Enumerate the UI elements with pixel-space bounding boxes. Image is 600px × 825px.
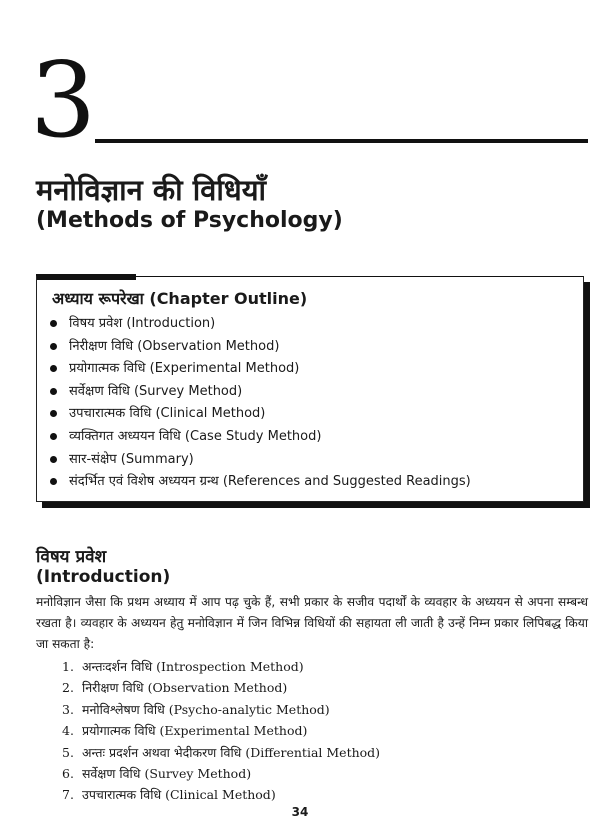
bullet-icon [50, 478, 57, 485]
method-number: 7. [62, 787, 74, 803]
section-heading-hindi: विषय प्रवेश [36, 547, 107, 567]
chapter-rule [95, 139, 588, 143]
method-number: 4. [62, 723, 74, 739]
chapter-number: 3 [30, 39, 93, 161]
bullet-icon [50, 343, 57, 350]
outline-item-text: सार-संक्षेप (Summary) [69, 451, 194, 467]
method-item [62, 677, 380, 698]
outline-item-text: प्रयोगात्मक विधि (Experimental Method) [69, 361, 300, 377]
method-item [62, 784, 380, 805]
bullet-icon [50, 433, 57, 440]
method-text: प्रयोगात्मक विधि (Experimental Method) [81, 723, 308, 739]
outline-item-text: निरीक्षण विधि (Observation Method) [69, 338, 280, 354]
method-text: अन्तःदर्शन विधि (Introspection Method) [81, 659, 304, 674]
bullet-icon [50, 365, 57, 372]
method-item [62, 656, 380, 677]
outline-item-text: व्यक्तिगत अध्ययन विधि (Case Study Method) [69, 428, 322, 444]
outline-item-text: संदर्भित एवं विशेष अध्ययन ग्रन्थ (References and Suggested Readings) [69, 474, 471, 490]
method-number: 1. [62, 659, 74, 674]
method-item [62, 699, 380, 720]
chapter-title-english: (Methods of Psychology) [36, 208, 343, 233]
outline-item [50, 313, 471, 336]
method-number: 6. [62, 765, 74, 781]
outline-heading: अध्याय रूपरेखा (Chapter Outline) [52, 289, 308, 308]
method-item [62, 742, 380, 763]
bullet-icon [50, 388, 57, 395]
method-text: उपचारात्मक विधि (Clinical Method) [81, 787, 276, 803]
outline-item [50, 449, 471, 472]
method-text: निरीक्षण विधि (Observation Method) [81, 680, 288, 696]
outline-item-text: सर्वेक्षण विधि (Survey Method) [69, 383, 243, 399]
chapter-title-hindi: मनोविज्ञान की विधियाँ [36, 173, 267, 207]
method-item [62, 720, 380, 741]
page-number: 34 [291, 805, 309, 819]
methods-list [62, 656, 380, 806]
outline-shadow-bottom [42, 502, 590, 508]
method-item [62, 763, 380, 784]
outline-item-text: विषय प्रवेश (Introduction) [69, 316, 216, 331]
intro-paragraph: मनोविज्ञान जैसा कि प्रथम अध्याय में आप पढ़ चुके हैं, सभी प्रकार के सजीव पदार्थों के व्यवहार के अध्ययन से अपना सम्बन्ध रखता है। व्यवहार के अध्ययन हेतु मनोविज्ञान में जिन विभिन्न विधियों की सहायता ली जाती है उन्हें निम्न प्रकार लिपिबद्ध किया जा सकता है: [36, 595, 588, 651]
outline-item [50, 358, 471, 381]
bullet-icon [50, 320, 57, 327]
bullet-icon [50, 410, 57, 417]
method-text: मनोविश्लेषण विधि (Psycho-analytic Method) [81, 701, 330, 717]
outline-item [50, 336, 471, 359]
outline-item [50, 403, 471, 426]
method-number: 5. [62, 744, 74, 760]
outline-item [50, 426, 471, 449]
section-heading-english: (Introduction) [36, 567, 171, 587]
outline-item-text: उपचारात्मक विधि (Clinical Method) [69, 406, 266, 422]
outline-item [50, 381, 471, 404]
outline-list [50, 313, 471, 494]
outline-item [50, 471, 471, 494]
method-number: 3. [62, 701, 74, 717]
outline-shadow-right [584, 282, 590, 508]
method-text: अन्तः प्रदर्शन अथवा भेदीकरण विधि (Differential Method) [81, 744, 381, 760]
method-number: 2. [62, 680, 74, 696]
method-text: सर्वेक्षण विधि (Survey Method) [81, 765, 252, 781]
bullet-icon [50, 456, 57, 463]
